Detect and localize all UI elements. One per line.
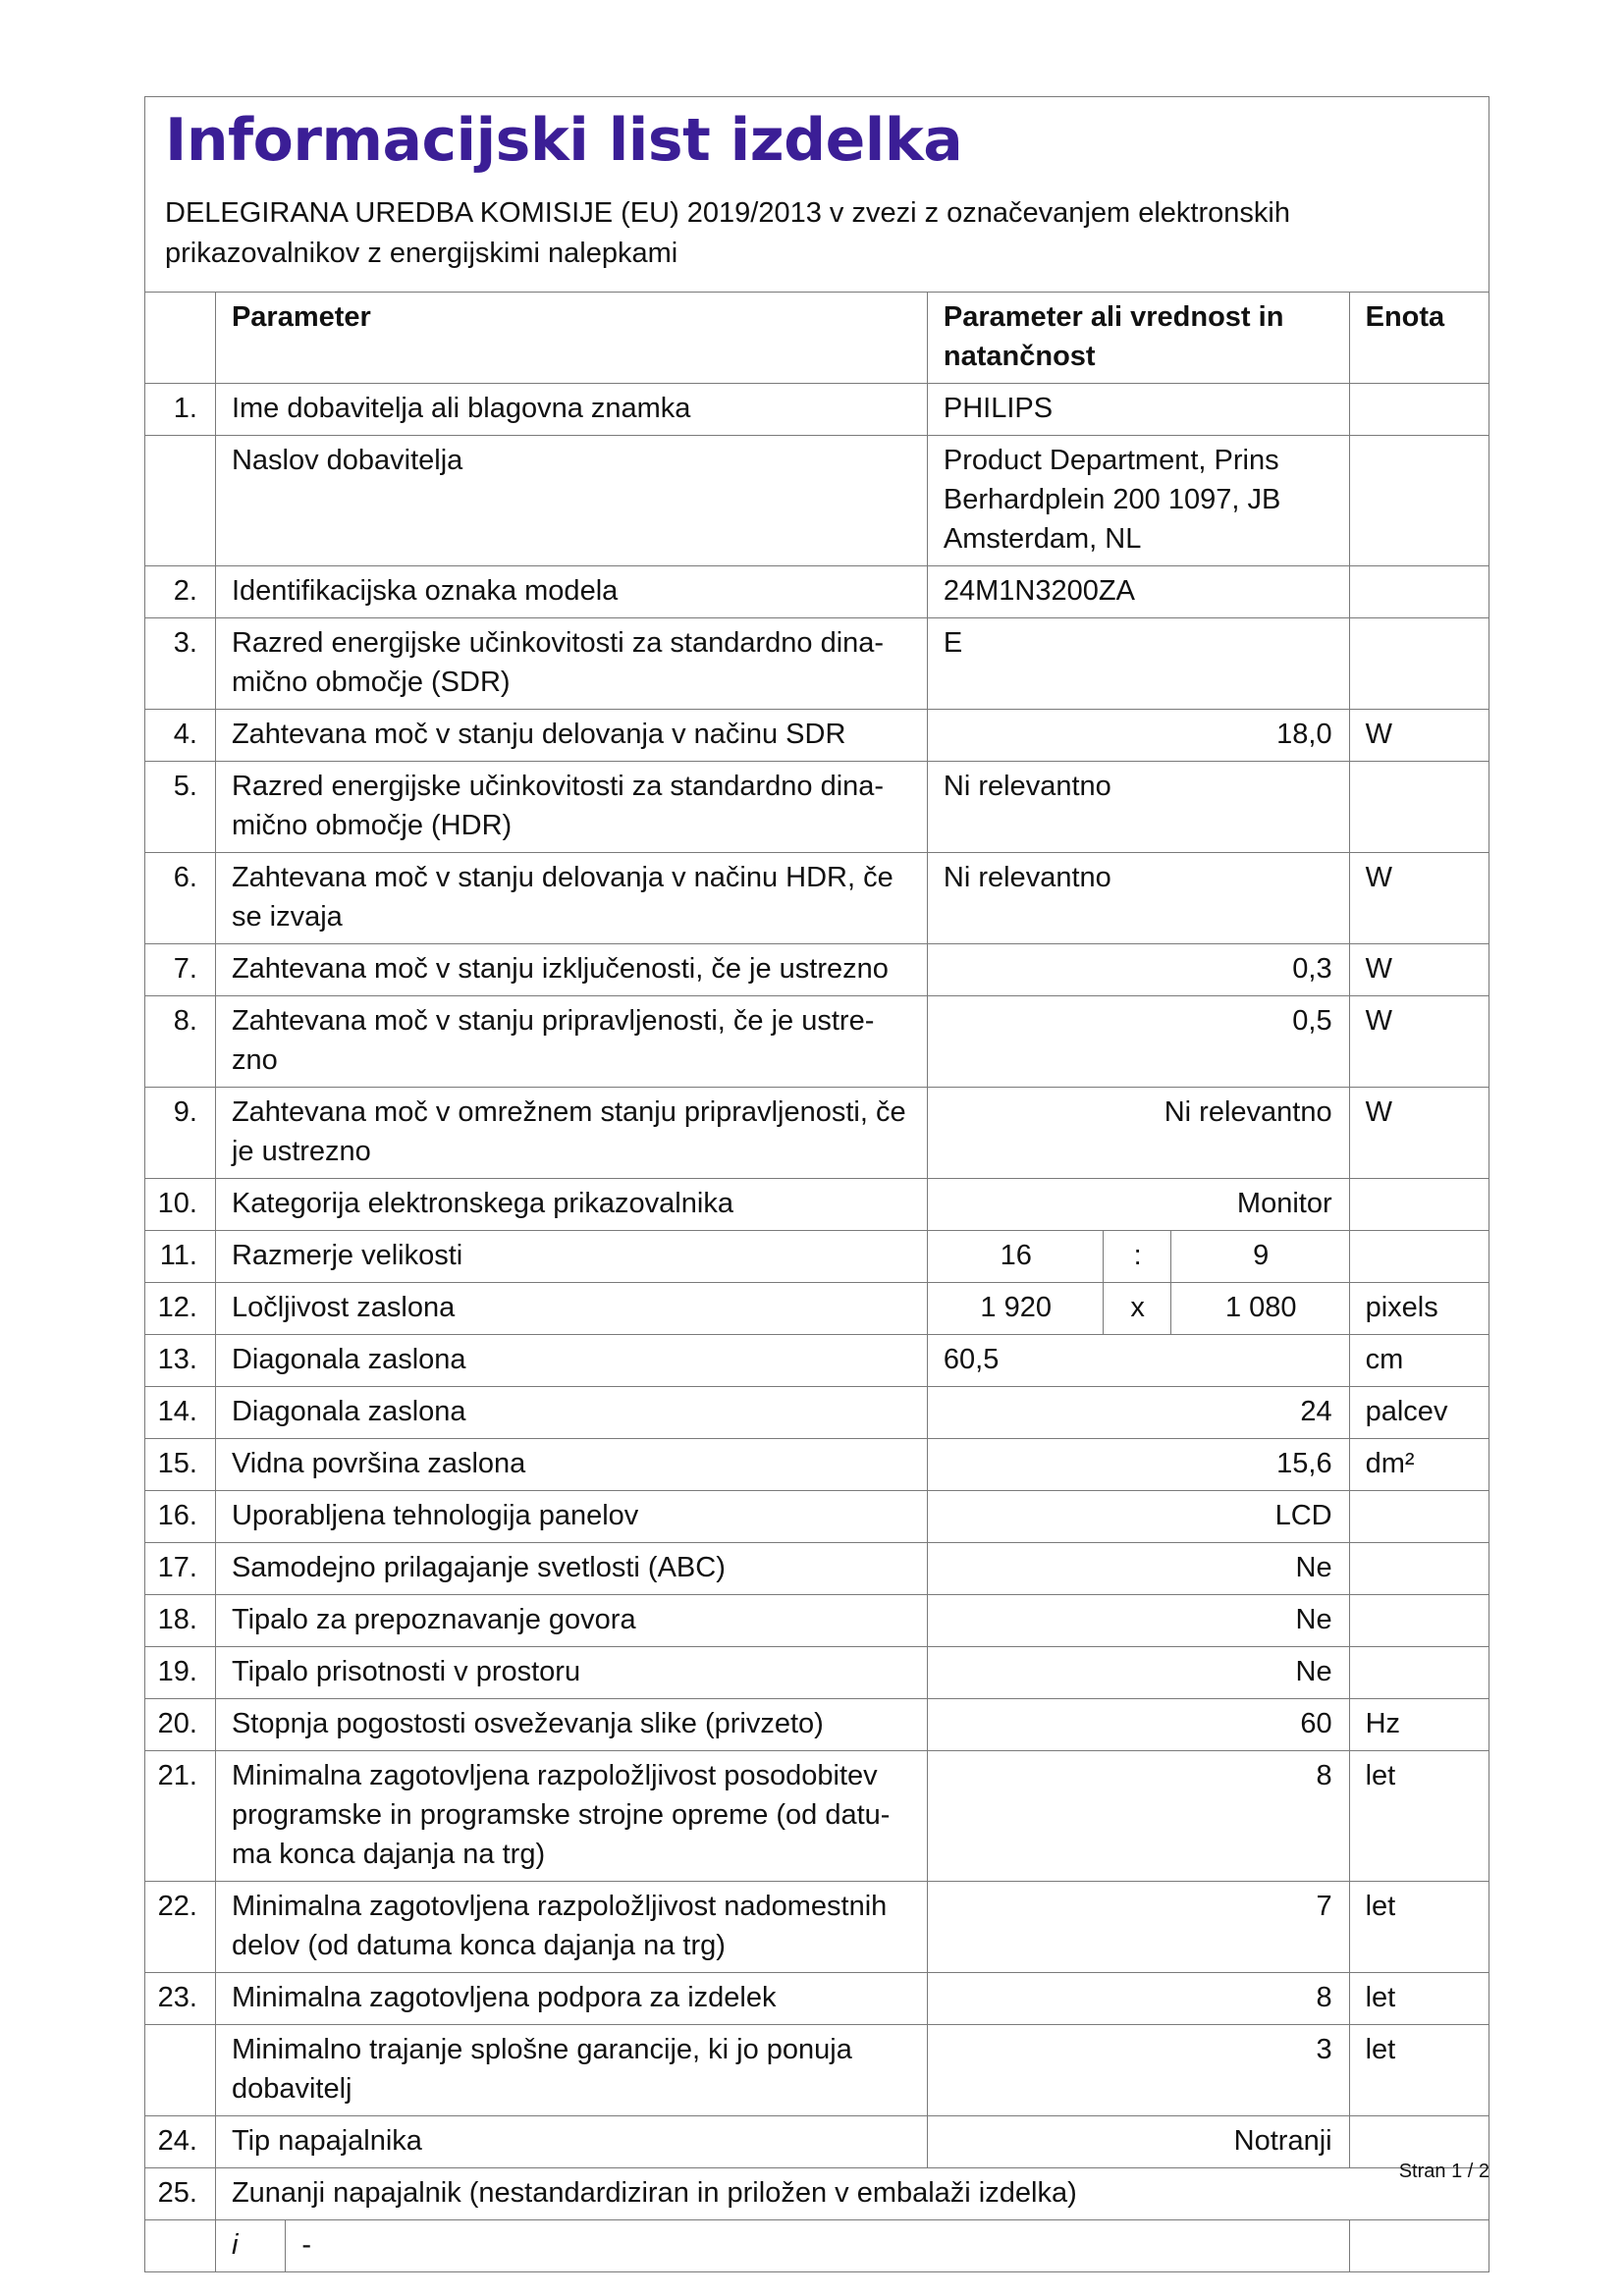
row-number: 9. bbox=[145, 1088, 215, 1179]
table-row bbox=[145, 853, 1489, 944]
parameter-value: 0,5 bbox=[927, 996, 1349, 1088]
row-number: 5. bbox=[145, 762, 215, 853]
unit-cell: W bbox=[1349, 1088, 1489, 1179]
parameter-value: PHILIPS bbox=[927, 384, 1349, 436]
product-information-sheet bbox=[144, 96, 1489, 2272]
parameter-value: Monitor bbox=[927, 1179, 1349, 1231]
parameter-value: 24M1N3200ZA bbox=[927, 566, 1349, 618]
parameter-table bbox=[145, 293, 1489, 2271]
parameter-label: Razmerje velikosti bbox=[215, 1231, 927, 1283]
value-part-b: 1 080 bbox=[1170, 1283, 1349, 1335]
parameter-label: Vidna površina zaslona bbox=[215, 1439, 927, 1491]
table-row bbox=[145, 710, 1489, 762]
parameter-value: Ne bbox=[927, 1595, 1349, 1647]
parameter-label: Stopnja pogostosti osveževanja slike (privzeto) bbox=[215, 1699, 927, 1751]
row-number: 8. bbox=[145, 996, 215, 1088]
parameter-label: Minimalna zagotovljena razpoložljivost nadomestnih delov (od datuma konca dajanja na trg) bbox=[215, 1882, 927, 1973]
header-number-cell bbox=[145, 293, 215, 384]
table-row bbox=[145, 384, 1489, 436]
table-row bbox=[145, 1595, 1489, 1647]
unit-cell: dm² bbox=[1349, 1439, 1489, 1491]
table-row bbox=[145, 1335, 1489, 1387]
row-number: 6. bbox=[145, 853, 215, 944]
parameter-value: Ni relevantno bbox=[927, 853, 1349, 944]
parameter-value: 18,0 bbox=[927, 710, 1349, 762]
unit-cell: cm bbox=[1349, 1335, 1489, 1387]
parameter-value: 7 bbox=[927, 1882, 1349, 1973]
row-number: 18. bbox=[145, 1595, 215, 1647]
row-number: 11. bbox=[145, 1231, 215, 1283]
parameter-label: Kategorija elektronskega prikazovalnika bbox=[215, 1179, 927, 1231]
parameter-label: Identifikacijska oznaka modela bbox=[215, 566, 927, 618]
unit-cell: let bbox=[1349, 1751, 1489, 1882]
row-number: 1. bbox=[145, 384, 215, 436]
parameter-label: Zunanji napajalnik (nestandardiziran in priložen v embalaži izdelka) bbox=[215, 2168, 1489, 2220]
unit-cell: let bbox=[1349, 2025, 1489, 2116]
parameter-label: Tip napajalnika bbox=[215, 2116, 927, 2168]
row-number: 21. bbox=[145, 1751, 215, 1882]
row-number: 24. bbox=[145, 2116, 215, 2168]
table-row bbox=[145, 2116, 1489, 2168]
unit-cell bbox=[1349, 1543, 1489, 1595]
page-title: Informacijski list izdelka bbox=[165, 106, 963, 175]
row-number: 17. bbox=[145, 1543, 215, 1595]
sub-item-label: i bbox=[215, 2220, 285, 2272]
row-number: 19. bbox=[145, 1647, 215, 1699]
unit-cell bbox=[1349, 1491, 1489, 1543]
row-number bbox=[145, 436, 215, 566]
table-row bbox=[145, 1179, 1489, 1231]
page-number: Stran 1 / 2 bbox=[1398, 2161, 1489, 2182]
table-row bbox=[145, 944, 1489, 996]
parameter-label: Zahtevana moč v stanju delovanja v načinu SDR bbox=[215, 710, 927, 762]
value-separator: x bbox=[1103, 1283, 1170, 1335]
parameter-label: Ločljivost zaslona bbox=[215, 1283, 927, 1335]
unit-cell bbox=[1349, 566, 1489, 618]
row-number: 23. bbox=[145, 1973, 215, 2025]
table-row bbox=[145, 1543, 1489, 1595]
unit-cell bbox=[1349, 436, 1489, 566]
parameter-label: Minimalna zagotovljena razpoložljivost posodobitev programske in programske strojne opreme (od datu-ma konca dajanja na trg) bbox=[215, 1751, 927, 1882]
parameter-label: Razred energijske učinkovitosti za standardno dina-mično območje (SDR) bbox=[215, 618, 927, 710]
parameter-value: Ni relevantno bbox=[927, 762, 1349, 853]
table-row bbox=[145, 762, 1489, 853]
unit-cell bbox=[1349, 1231, 1489, 1283]
parameter-value: 15,6 bbox=[927, 1439, 1349, 1491]
unit-cell: W bbox=[1349, 944, 1489, 996]
table-row bbox=[145, 436, 1489, 566]
unit-cell: pixels bbox=[1349, 1283, 1489, 1335]
parameter-value: LCD bbox=[927, 1491, 1349, 1543]
value-separator: : bbox=[1103, 1231, 1170, 1283]
regulation-subtitle: DELEGIRANA UREDBA KOMISIJE (EU) 2019/2013 v zvezi z označevanjem elektronskih prikazovalnikov z energijskimi nalepkami bbox=[165, 197, 1290, 269]
table-row bbox=[145, 1088, 1489, 1179]
parameter-value: 24 bbox=[927, 1387, 1349, 1439]
unit-cell: Hz bbox=[1349, 1699, 1489, 1751]
table-row bbox=[145, 996, 1489, 1088]
header-parameter: Parameter bbox=[215, 293, 927, 384]
parameter-value: Ne bbox=[927, 1647, 1349, 1699]
table-row bbox=[145, 1647, 1489, 1699]
parameter-value: 8 bbox=[927, 1751, 1349, 1882]
parameter-value: 3 bbox=[927, 2025, 1349, 2116]
table-row bbox=[145, 2168, 1489, 2220]
table-row bbox=[145, 2025, 1489, 2116]
row-number: 16. bbox=[145, 1491, 215, 1543]
table-row bbox=[145, 1491, 1489, 1543]
sub-item-value: - bbox=[286, 2220, 1349, 2272]
value-part-b: 9 bbox=[1170, 1231, 1349, 1283]
row-number: 25. bbox=[145, 2168, 215, 2220]
row-number: 2. bbox=[145, 566, 215, 618]
parameter-label: Samodejno prilagajanje svetlosti (ABC) bbox=[215, 1543, 927, 1595]
table-header-row bbox=[145, 293, 1489, 384]
parameter-label: Zahtevana moč v stanju izključenosti, če je ustrezno bbox=[215, 944, 927, 996]
header-unit: Enota bbox=[1349, 293, 1489, 384]
unit-cell: W bbox=[1349, 996, 1489, 1088]
row-number: 15. bbox=[145, 1439, 215, 1491]
row-number: 20. bbox=[145, 1699, 215, 1751]
table-row bbox=[145, 1231, 1489, 1283]
table-row bbox=[145, 1387, 1489, 1439]
unit-cell: palcev bbox=[1349, 1387, 1489, 1439]
value-part-a: 1 920 bbox=[927, 1283, 1103, 1335]
unit-cell bbox=[1349, 618, 1489, 710]
table-row bbox=[145, 618, 1489, 710]
parameter-label: Diagonala zaslona bbox=[215, 1335, 927, 1387]
parameter-label: Uporabljena tehnologija panelov bbox=[215, 1491, 927, 1543]
parameter-label: Minimalna zagotovljena podpora za izdelek bbox=[215, 1973, 927, 2025]
parameter-label: Diagonala zaslona bbox=[215, 1387, 927, 1439]
parameter-label: Naslov dobavitelja bbox=[215, 436, 927, 566]
header-value: Parameter ali vrednost in natančnost bbox=[927, 293, 1349, 384]
parameter-value: 0,3 bbox=[927, 944, 1349, 996]
row-number: 14. bbox=[145, 1387, 215, 1439]
unit-cell: let bbox=[1349, 1882, 1489, 1973]
unit-cell: W bbox=[1349, 853, 1489, 944]
table-row bbox=[145, 1751, 1489, 1882]
parameter-value: Notranji bbox=[927, 2116, 1349, 2168]
parameter-value: 60 bbox=[927, 1699, 1349, 1751]
unit-cell: let bbox=[1349, 1973, 1489, 2025]
row-number: 4. bbox=[145, 710, 215, 762]
table-row bbox=[145, 1973, 1489, 2025]
unit-cell bbox=[1349, 1647, 1489, 1699]
row-number: 22. bbox=[145, 1882, 215, 1973]
unit-cell bbox=[1349, 1595, 1489, 1647]
unit-cell bbox=[1349, 2220, 1489, 2272]
unit-cell bbox=[1349, 762, 1489, 853]
parameter-value: Ni relevantno bbox=[927, 1088, 1349, 1179]
value-part-a: 16 bbox=[927, 1231, 1103, 1283]
row-number: 13. bbox=[145, 1335, 215, 1387]
unit-cell bbox=[1349, 384, 1489, 436]
parameter-label: Razred energijske učinkovitosti za standardno dina-mično območje (HDR) bbox=[215, 762, 927, 853]
parameter-label: Ime dobavitelja ali blagovna znamka bbox=[215, 384, 927, 436]
parameter-label: Tipalo za prepoznavanje govora bbox=[215, 1595, 927, 1647]
parameter-value: E bbox=[927, 618, 1349, 710]
sheet-header bbox=[145, 97, 1489, 293]
parameter-label: Minimalno trajanje splošne garancije, ki jo ponuja dobavitelj bbox=[215, 2025, 927, 2116]
row-number: 7. bbox=[145, 944, 215, 996]
row-number: 10. bbox=[145, 1179, 215, 1231]
parameter-label: Zahtevana moč v stanju delovanja v načinu HDR, če se izvaja bbox=[215, 853, 927, 944]
unit-cell bbox=[1349, 1179, 1489, 1231]
unit-cell: W bbox=[1349, 710, 1489, 762]
parameter-value: Product Department, Prins Berhardplein 200 1097, JB Amsterdam, NL bbox=[927, 436, 1349, 566]
table-row bbox=[145, 2220, 1489, 2272]
parameter-value: Ne bbox=[927, 1543, 1349, 1595]
parameter-value: 8 bbox=[927, 1973, 1349, 2025]
row-number bbox=[145, 2025, 215, 2116]
parameter-label: Tipalo prisotnosti v prostoru bbox=[215, 1647, 927, 1699]
row-number: 3. bbox=[145, 618, 215, 710]
row-number: 12. bbox=[145, 1283, 215, 1335]
table-row bbox=[145, 1699, 1489, 1751]
table-row bbox=[145, 1439, 1489, 1491]
parameter-label: Zahtevana moč v omrežnem stanju pripravljenosti, če je ustrezno bbox=[215, 1088, 927, 1179]
row-number bbox=[145, 2220, 215, 2272]
table-row bbox=[145, 1882, 1489, 1973]
table-row bbox=[145, 566, 1489, 618]
parameter-value: 60,5 bbox=[927, 1335, 1349, 1387]
parameter-label: Zahtevana moč v stanju pripravljenosti, če je ustre-zno bbox=[215, 996, 927, 1088]
table-row bbox=[145, 1283, 1489, 1335]
